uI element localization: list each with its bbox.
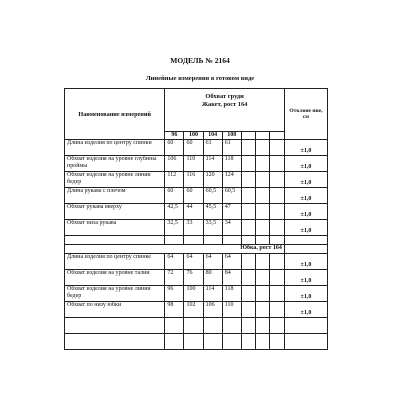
empty-cell [241,140,255,156]
cell-value: 64 [165,254,184,270]
cell-value: 44 [184,204,203,220]
empty-cell [270,188,284,204]
empty-cell [256,172,270,188]
empty-cell [241,220,255,236]
table-row [65,286,328,302]
skirt-section-row [65,245,328,254]
spacer-row [65,236,328,245]
size-header: 100 [184,132,203,140]
cell-value: 34 [222,220,241,236]
size-header: 108 [222,132,241,140]
jacket-header-label: Жакет, рост 164 [201,101,248,108]
cell-value: 114 [203,286,222,302]
cell-value: 60,5 [203,188,222,204]
size-header: 96 [165,132,184,140]
empty-cell [241,156,255,172]
empty-cell [270,286,284,302]
cell-value: 60 [184,188,203,204]
cell-value: 110 [184,156,203,172]
empty-cell [256,270,270,286]
cell-value: 45,5 [203,204,222,220]
row-name: Обхват по низу юбки [65,302,165,318]
row-name: Обхват изделия на уровне глубины проймы [65,156,165,172]
empty-cell [270,254,284,270]
cell-value: 100 [184,286,203,302]
empty-cell [270,204,284,220]
cell-value: 42,5 [165,204,184,220]
cell-value: 61 [222,140,241,156]
cell-value: 80 [203,270,222,286]
chest-header-label: Обхват груди [205,93,244,100]
cell-value: 47 [222,204,241,220]
tolerance-cell: ±1,0 [284,140,327,156]
cell-value: 114 [203,156,222,172]
cell-value: 76 [184,270,203,286]
model-title: МОДЕЛЬ № 2164 [170,56,230,65]
cell-value: 64 [184,254,203,270]
empty-cell [256,132,270,140]
table-row [65,302,328,318]
empty-cell [256,140,270,156]
cell-value: 33 [184,220,203,236]
row-name: Обхват изделия на уровне линии бедер [65,286,165,302]
empty-cell [270,156,284,172]
empty-cell [241,204,255,220]
cell-value: 72 [165,270,184,286]
empty-cell [241,270,255,286]
empty-cell [270,172,284,188]
empty-cell [256,204,270,220]
empty-cell [270,220,284,236]
chest-header [165,89,285,132]
cell-value: 120 [203,172,222,188]
empty-row [65,334,328,350]
empty-cell [270,270,284,286]
empty-cell [241,286,255,302]
empty-cell [241,172,255,188]
cell-value: 112 [165,172,184,188]
table-row [65,204,328,220]
cell-value: 124 [222,172,241,188]
table-row [65,220,328,236]
tolerance-cell: ±1,0 [284,270,327,286]
empty-cell [241,188,255,204]
cell-value: 102 [184,302,203,318]
empty-cell [270,302,284,318]
empty-cell [256,156,270,172]
tolerance-cell: ±1,0 [284,204,327,220]
empty-cell [241,132,255,140]
empty-cell [256,254,270,270]
row-name: Обхват низа рукава [65,220,165,236]
cell-value: 33,5 [203,220,222,236]
measurements-table [64,88,328,350]
empty-cell [256,302,270,318]
row-name: Длина изделия по центру спинке [65,254,165,270]
name-column-header: Наименование измерений [65,89,165,140]
tolerance-cell: ±1,0 [284,172,327,188]
table-row [65,188,328,204]
cell-value: 32,5 [165,220,184,236]
tolerance-column-header: Отклоне ние, см [284,89,327,140]
tolerance-cell: ±1,0 [284,220,327,236]
cell-value: 60,5 [222,188,241,204]
cell-value: 64 [222,254,241,270]
cell-value: 96 [165,286,184,302]
tolerance-cell: ±1,0 [284,254,327,270]
cell-value: 60 [165,140,184,156]
empty-row [65,318,328,334]
table-row [65,172,328,188]
empty-cell [270,140,284,156]
cell-value: 60 [165,188,184,204]
empty-cell [256,220,270,236]
row-name: Обхват изделия на уровне линии бедер [65,172,165,188]
cell-value: 64 [203,254,222,270]
cell-value: 106 [165,156,184,172]
cell-value: 106 [203,302,222,318]
cell-value: 84 [222,270,241,286]
cell-value: 61 [203,140,222,156]
cell-value: 60 [184,140,203,156]
skirt-header: Юбка, рост 164 [65,245,285,254]
size-header: 104 [203,132,222,140]
row-name: Длина изделия по центру спинки [65,140,165,156]
document-subtitle: Линейные измерения в готовом виде [145,75,255,82]
table-row [65,270,328,286]
row-name: Обхват рукава вверху [65,204,165,220]
empty-cell [270,132,284,140]
row-name: Длина рукава с плечом [65,188,165,204]
cell-value: 110 [222,302,241,318]
table-row [65,254,328,270]
empty-cell [256,286,270,302]
empty-cell [256,188,270,204]
row-name: Обхват изделия на уровне талии [65,270,165,286]
empty-cell [241,254,255,270]
table-row [65,140,328,156]
empty-cell [241,302,255,318]
tolerance-cell: ±1,0 [284,286,327,302]
table-row [65,156,328,172]
cell-value: 116 [184,172,203,188]
cell-value: 98 [165,302,184,318]
tolerance-cell: ±1,0 [284,156,327,172]
cell-value: 118 [222,156,241,172]
cell-value: 118 [222,286,241,302]
tolerance-cell: ±1,0 [284,302,327,318]
tolerance-cell: ±1,0 [284,188,327,204]
